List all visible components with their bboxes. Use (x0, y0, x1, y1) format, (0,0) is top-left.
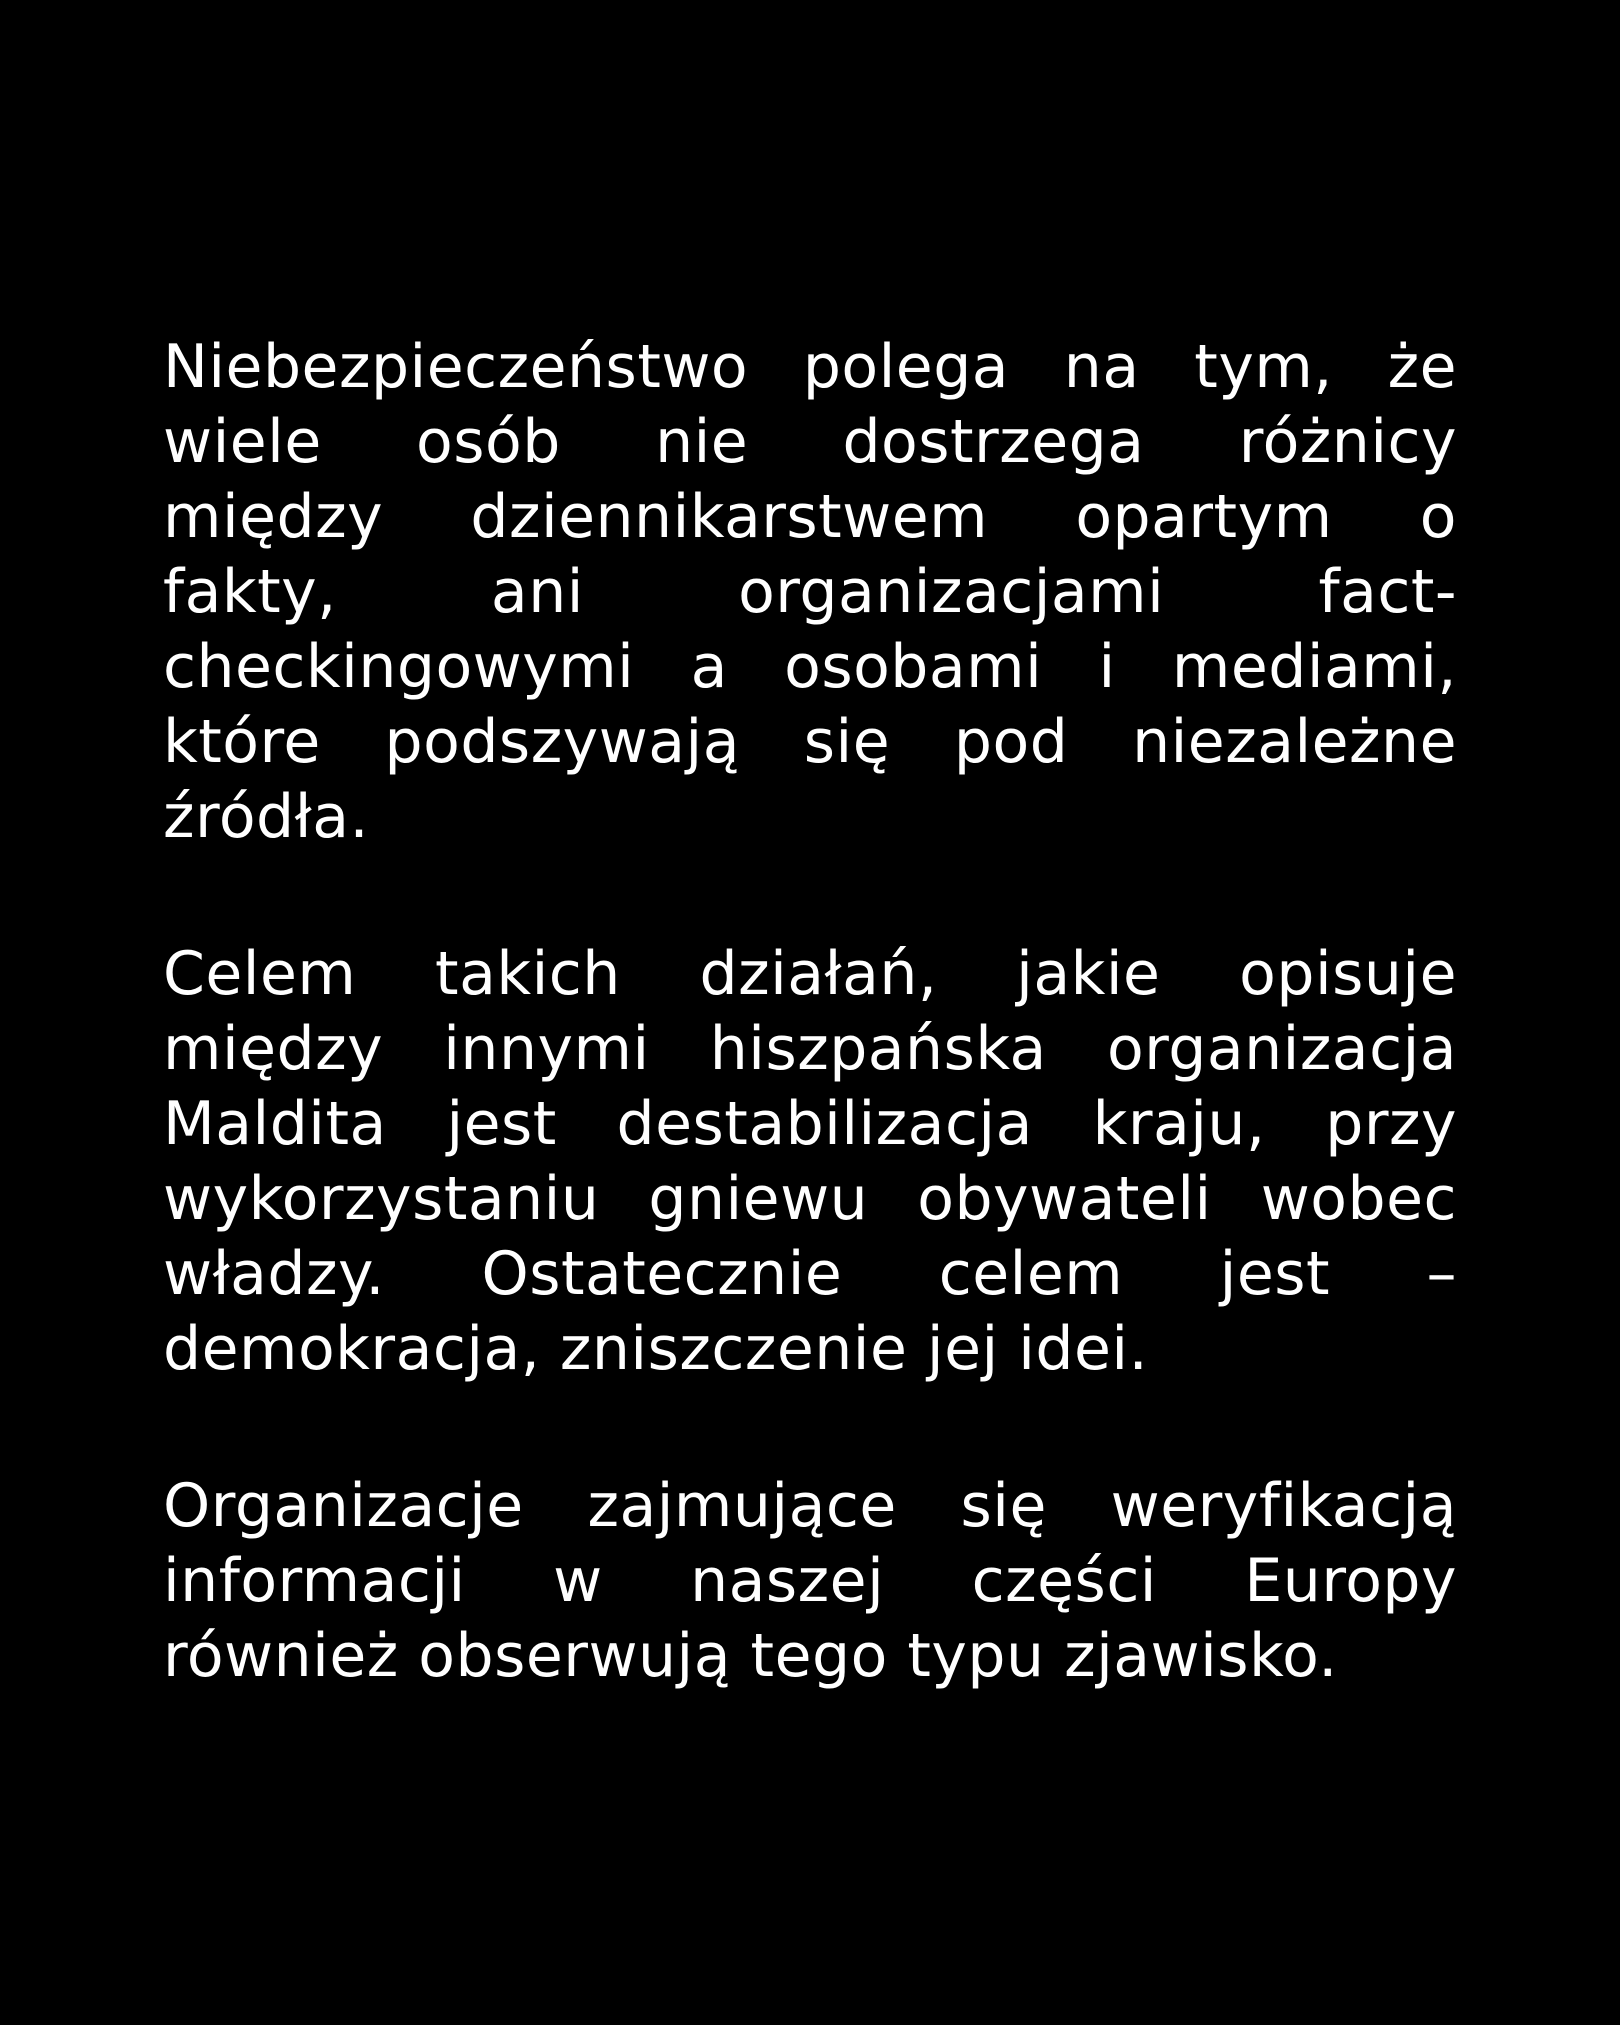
text-line: fakty, ani organizacjami fact- (163, 557, 1457, 627)
text-line: również obserwują tego typu zjawisko. (163, 1621, 1338, 1691)
text-line: checkingowymi a osobami i mediami, (163, 632, 1457, 702)
text-line: wykorzystaniu gniewu obywateli wobec (163, 1164, 1457, 1234)
text-line: informacji w naszej części Europy (163, 1546, 1457, 1616)
text-line: Maldita jest destabilizacja kraju, przy (163, 1089, 1457, 1159)
text-line: Celem takich działań, jakie opisuje (163, 939, 1457, 1009)
paragraph-spacer (163, 1387, 1457, 1469)
paragraph-3 (163, 1469, 1457, 1694)
text-line: Organizacje zajmujące się weryfikacją (163, 1471, 1457, 1541)
text-line: demokracja, zniszczenie jej idei. (163, 1314, 1149, 1384)
text-line: władzy. Ostatecznie celem jest – (163, 1239, 1457, 1309)
text-line: między innymi hiszpańska organizacja (163, 1014, 1457, 1084)
text-line: między dziennikarstwem opartym o (163, 482, 1457, 552)
text-block (163, 330, 1457, 1694)
paragraph-2 (163, 937, 1457, 1387)
text-line: Niebezpieczeństwo polega na tym, że (163, 332, 1457, 402)
paragraph-1 (163, 330, 1457, 855)
text-line: źródła. (163, 782, 370, 852)
text-line: wiele osób nie dostrzega różnicy (163, 407, 1457, 477)
text-line: które podszywają się pod niezależne (163, 707, 1457, 777)
paragraph-spacer (163, 855, 1457, 937)
